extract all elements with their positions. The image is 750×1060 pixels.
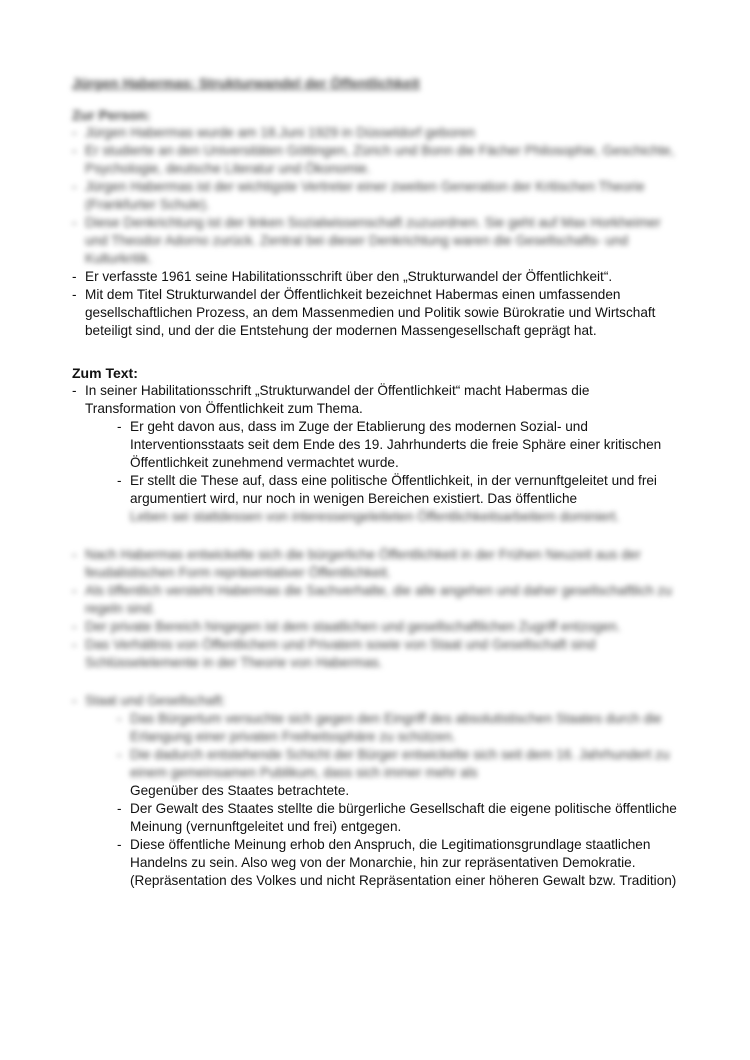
list-item: - Der private Bereich hingegen ist dem staatlichen und gesellschaftlichen Zugriff entzogen. — [72, 619, 621, 634]
document-body — [72, 74, 682, 890]
list-item: - Er studierte an den Universitäten Göttingen, Zürich und Bonn die Fächer Philosophie, Geschichte, Psychologie, deutsche Literatur und Ökonomie. — [72, 143, 675, 176]
list-item: - Jürgen Habermas ist der wichtigste Vertreter einer zweiten Generation der Kritischen Theorie (Frankfurter Schule). — [72, 179, 645, 212]
sub-list-item: - Die dadurch entstehende Schicht der Bürger entwickelte sich seit dem 16. Jahrhundert zu einem gemeinsamen Publikum, dass sich immer mehr als Gegenüber des Staates betrachtete. — [117, 747, 670, 798]
sub-list-item: - Das Bürgertum versuchte sich gegen den Eingriff des absolutistischen Staates durch die Erlangung einer privaten Freiheitssphäre zu schützen. — [117, 711, 662, 744]
list-item: - Das Verhältnis von Öffentlichem und Privatem sowie von Staat und Gesellschaft sind Schlüsselelemente in der Theorie von Habermas. — [72, 637, 596, 670]
list-item: - Nach Habermas entwickelte sich die bürgerliche Öffentlichkeit in der Frühen Neuzeit aus der feudalistischen Form repräsentativer Öffentlichkeit. — [72, 547, 641, 580]
list-item: - Er verfasste 1961 seine Habilitationsschrift über den „Strukturwandel der Öffentlichkeit“. — [72, 269, 613, 284]
section-heading-text: Zum Text: — [72, 365, 138, 381]
sub-list-item: - Er stellt die These auf, dass eine politische Öffentlichkeit, in der vernunftgeleitet und frei argumentiert wird, nur noch in wenigen Bereichen existiert. Das öffentliche Leben sei stattdessen von interessengeleiteten Öffentlichkeitsarbeitern dominiert. — [117, 473, 657, 524]
document-title: Jürgen Habermas: Strukturwandel der Öffentlichkeit — [72, 75, 420, 91]
sub-list-item: - Diese öffentliche Meinung erhob den Anspruch, die Legitimationsgrundlage staatlichen Handelns zu sein. Also weg von der Monarchie, hin zur repräsentativen Demokratie. (Repräsentation des Volkes und nicht Repräsentation einer höheren Gewalt bzw. Tradition) — [117, 837, 677, 888]
sub-list-item: - Er geht davon aus, dass im Zuge der Etablierung des modernen Sozial- und Interventionsstaats seit dem Ende des 19. Jahrhunderts die freie Sphäre einer kritischen Öffentlichkeit zunehmend vermachtet wurde. — [117, 419, 662, 470]
person-blurred-list — [72, 124, 682, 268]
list-item: - Als öffentlich versteht Habermas die Sachverhalte, die alle angehen und daher gesellschaftlich zu regeln sind. — [72, 583, 672, 616]
list-item: - In seiner Habilitationsschrift „Strukturwandel der Öffentlichkeit“ macht Habermas die Transformation von Öffentlichkeit zum Thema. — [72, 383, 590, 416]
sub-list-item: - Der Gewalt des Staates stellte die bürgerliche Gesellschaft die eigene politische öffentliche Meinung (vernunftgeleitet und frei) entgegen. — [117, 801, 677, 834]
section-heading-state: - Staat und Gesellschaft: — [72, 693, 226, 708]
list-item: - Diese Denkrichtung ist der linken Sozialwissenschaft zuzuordnen. Sie geht auf Max Horkheimer und Theodor Adorno zurück. Zentral bei dieser Denkrichtung waren die Gesellschafts- und Kulturkritik. — [72, 215, 661, 266]
text-blurred-list — [72, 546, 682, 672]
section-heading-person: Zur Person: — [72, 107, 151, 123]
list-item: - Jürgen Habermas wurde am 18.Juni 1929 in Düsseldorf geboren — [72, 125, 475, 140]
list-item: - Mit dem Titel Strukturwandel der Öffentlichkeit bezeichnet Habermas einen umfassenden gesellschaftlichen Prozess, an dem Massenmedien und Politik sowie Bürokratie und Wirtschaft beteiligt sind, und der die Entstehung der modernen Massengesellschaft geprägt hat. — [72, 287, 656, 338]
